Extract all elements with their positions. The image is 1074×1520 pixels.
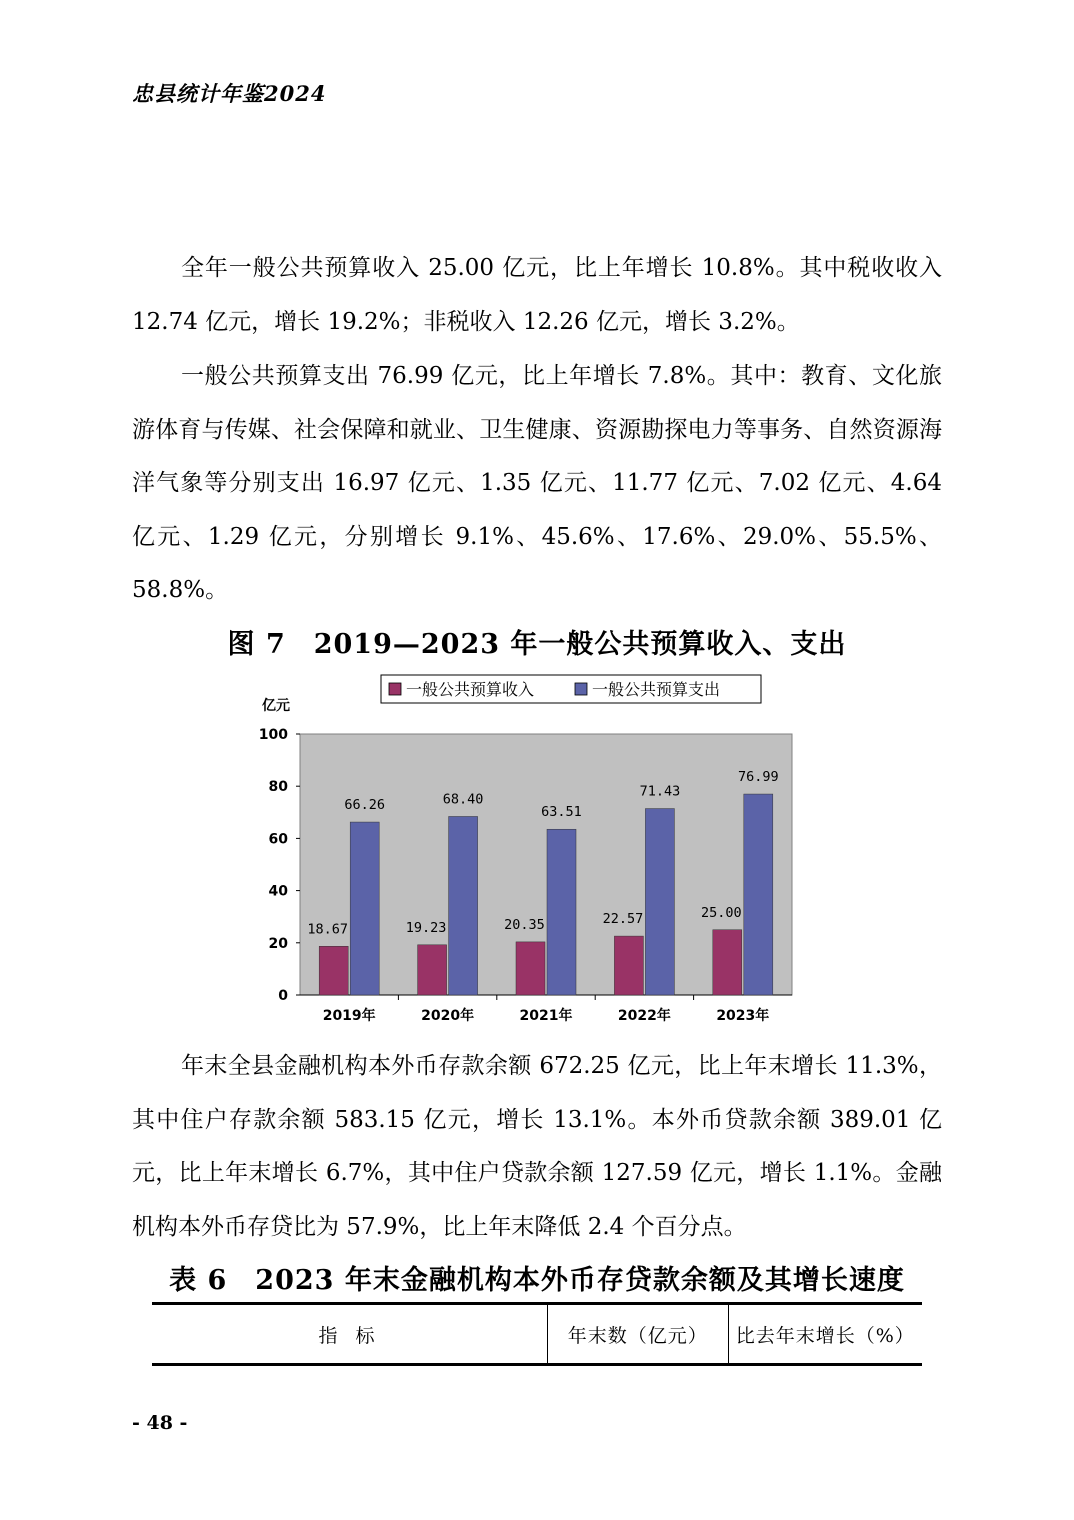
y-tick-label: 0 [278, 988, 288, 1004]
bar-revenue-4 [713, 930, 742, 995]
data-label-expenditure-3: 71.43 [639, 783, 681, 800]
page-number: - 48 - [132, 1412, 188, 1434]
paragraph-finance: 年末全县金融机构本外币存款余额 672.25 亿元，比上年末增长 11.3%，其中住户存款余额 583.15 亿元，增长 13.1%。本外币贷款余额 389.01 亿元，比上年末增长 6.7%，其中住户贷款余额 127.59 亿元，增长 1.1%。金融机构本外币存贷比为 57.9%，比上年末降低 2.4 个百分点。 [132, 1053, 942, 1240]
data-label-revenue-2: 20.35 [504, 916, 545, 933]
y-axis-label: 亿元 [262, 698, 290, 714]
x-tick-label: 2022年 [617, 1008, 671, 1024]
bar-expenditure-4 [744, 794, 773, 995]
legend-label-1: 一般公共预算支出 [592, 680, 721, 699]
data-label-expenditure-4: 76.99 [737, 769, 779, 786]
legend-swatch-0 [389, 683, 401, 695]
figure-title: 图 7 2019—2023 年一般公共预算收入、支出 [227, 629, 847, 660]
x-tick-label: 2021年 [519, 1008, 573, 1024]
y-tick-label: 60 [268, 831, 288, 848]
data-label-expenditure-1: 68.40 [442, 791, 484, 808]
data-label-expenditure-2: 63.51 [541, 804, 582, 821]
bar-expenditure-2 [547, 829, 576, 995]
data-label-revenue-0: 18.67 [307, 921, 349, 938]
paragraph-budget-expenditure: 一般公共预算支出 76.99 亿元，比上年增长 7.8%。其中：教育、文化旅游体育与传媒、社会保障和就业、卫生健康、资源勘探电力等事务、自然资源海洋气象等分别支出 16.97 亿元、1.35 亿元、11.77 亿元、7.02 亿元、4.64 亿元、1.29 亿元，分别增长 9.1%、45.6%、17.6%、29.0%、55.5%、58.8%。 [132, 363, 942, 603]
running-header: 忠县统计年鉴2024 [132, 81, 327, 106]
paragraph-budget-revenue: 全年一般公共预算收入 25.00 亿元，比上年增长 10.8%。其中税收收入 12.74 亿元，增长 19.2%；非税收入 12.26 亿元，增长 3.2%。 [132, 255, 942, 335]
bar-revenue-2 [516, 942, 545, 995]
bar-revenue-3 [614, 936, 643, 995]
data-label-revenue-1: 19.23 [405, 919, 447, 936]
table-header-year-end: 年末数（亿元） [548, 1305, 729, 1363]
bar-revenue-0 [319, 946, 348, 995]
table-title: 表 6 2023 年末金融机构本外币存贷款余额及其增长速度 [169, 1265, 905, 1296]
bar-expenditure-0 [350, 822, 379, 995]
x-tick-label: 2020年 [421, 1008, 475, 1024]
legend-swatch-1 [575, 683, 587, 695]
y-tick-label: 40 [268, 883, 288, 900]
data-label-revenue-3: 22.57 [602, 911, 644, 928]
bar-expenditure-3 [645, 809, 674, 995]
table-header-growth: 比去年末增长（%） [735, 1324, 915, 1347]
table-header-row [152, 1302, 922, 1366]
table-header-indicator: 指 标 [152, 1305, 548, 1363]
bar-revenue-1 [418, 945, 447, 995]
y-tick-label: 100 [258, 727, 288, 743]
data-label-revenue-4: 25.00 [700, 904, 742, 921]
x-tick-label: 2023年 [716, 1008, 770, 1024]
budget-bar-chart [250, 670, 810, 1030]
bar-expenditure-1 [449, 816, 478, 995]
legend-label-0: 一般公共预算收入 [406, 680, 535, 699]
data-label-expenditure-0: 66.26 [344, 797, 386, 814]
y-tick-label: 80 [268, 779, 288, 796]
y-tick-label: 20 [268, 935, 288, 952]
x-tick-label: 2019年 [322, 1008, 376, 1024]
